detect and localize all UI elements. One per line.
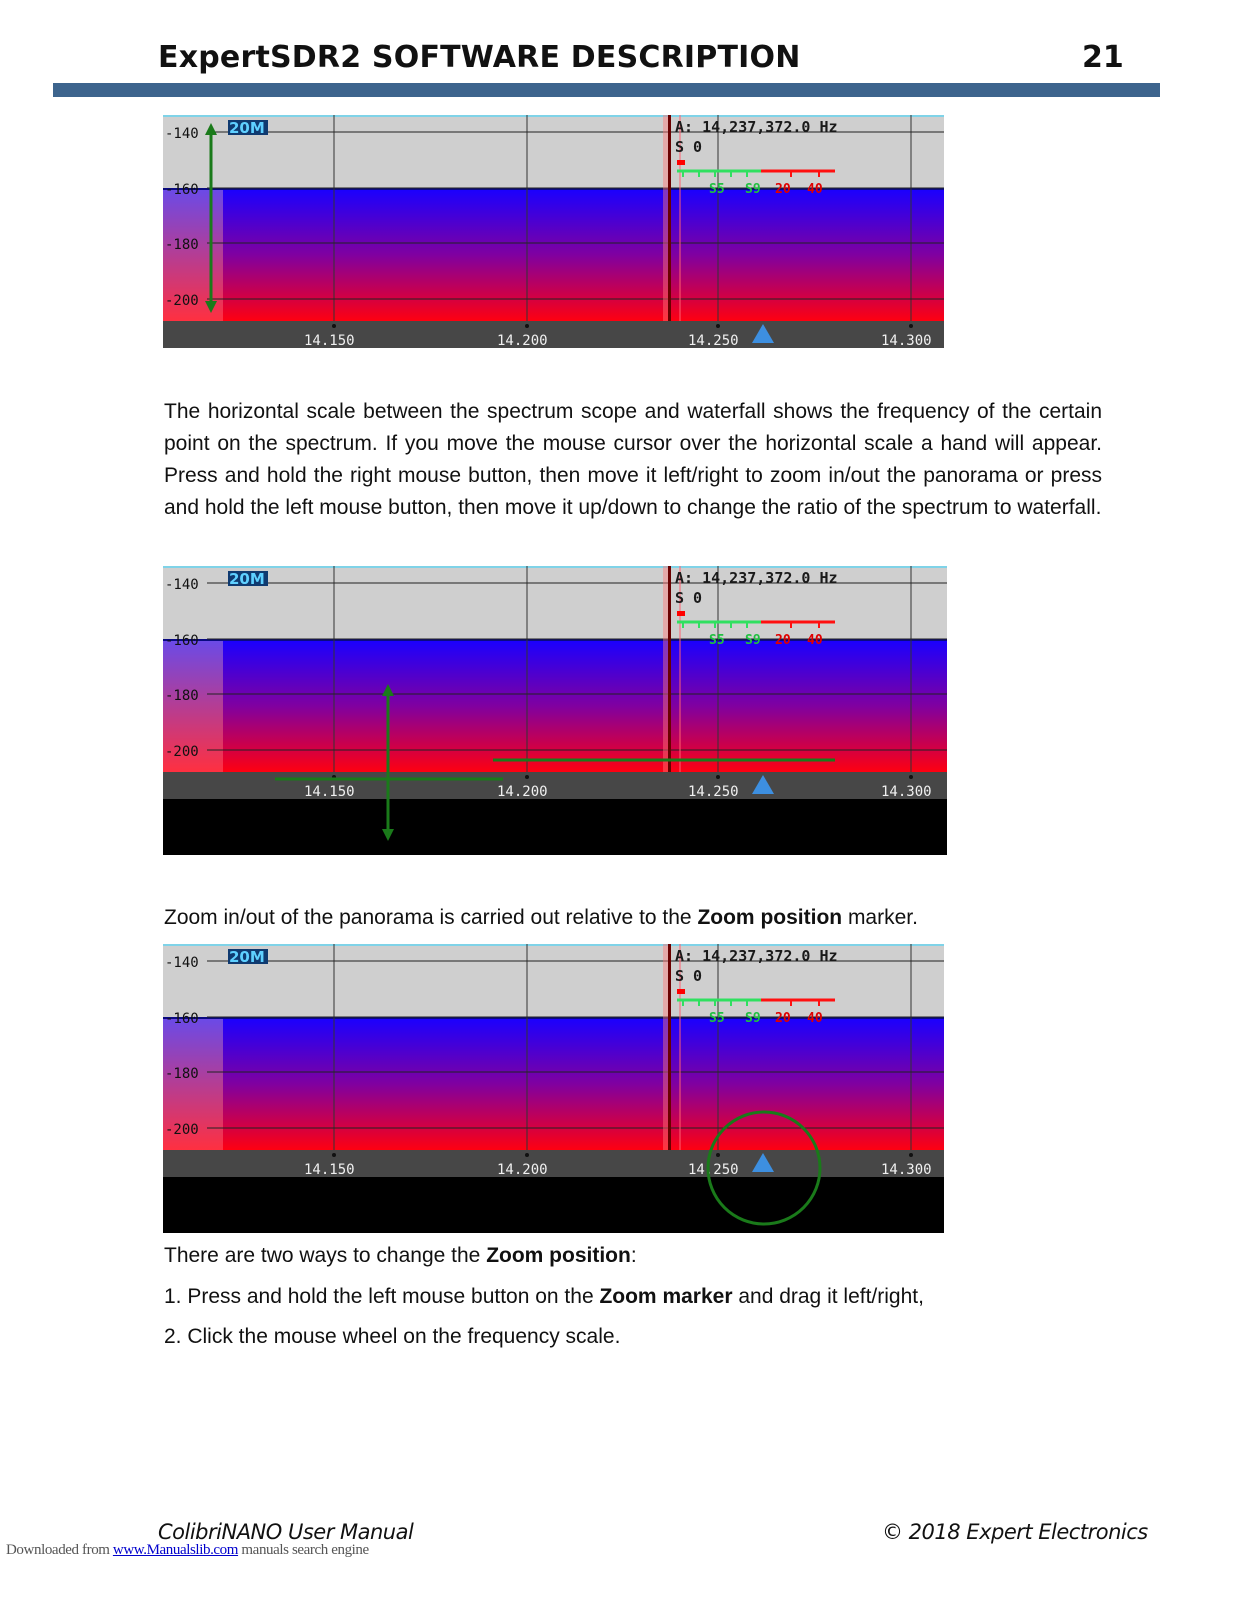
- frequency-tick-label: 14.250: [688, 1162, 739, 1178]
- db-tick-label: -180: [165, 688, 199, 704]
- header-divider: [53, 83, 1160, 97]
- frequency-tick-label: 14.150: [304, 1162, 355, 1178]
- manualslib-link[interactable]: www.Manualslib.com: [112, 1542, 239, 1558]
- waterfall-area: [163, 640, 947, 772]
- page-number: 21: [1082, 40, 1124, 75]
- footer-copyright: © 2018 Expert Electronics: [882, 1520, 1148, 1544]
- frequency-tick-label: 14.300: [881, 333, 932, 348]
- page-header-title: ExpertSDR2 SOFTWARE DESCRIPTION: [158, 40, 801, 75]
- frequency-scale: [163, 1150, 944, 1177]
- s-meter-label: 20: [775, 1011, 791, 1026]
- waterfall-area: [163, 1018, 944, 1150]
- frequency-tick-dot: [525, 324, 529, 328]
- db-tick-label: -200: [165, 293, 199, 309]
- vfo-marker-line: [668, 944, 671, 1150]
- db-tick-label: -160: [165, 1011, 199, 1027]
- frequency-tick-dot: [909, 1153, 913, 1157]
- s-meter-label: 40: [807, 1011, 823, 1026]
- text-segment: Zoom in/out of the panorama is carried out relative to the: [164, 906, 698, 929]
- spectrum-top-line: [163, 115, 944, 117]
- s-meter-label: 20: [775, 182, 791, 197]
- frequency-tick-label: 14.200: [497, 784, 548, 800]
- frequency-tick-dot: [716, 324, 720, 328]
- db-tick-label: -160: [165, 182, 199, 198]
- bold-term: Zoom marker: [599, 1285, 733, 1308]
- paragraph-horizontal-scale: [164, 396, 1102, 524]
- bold-term: Zoom position: [697, 906, 843, 929]
- band-label: 20M: [229, 570, 265, 588]
- vfo-frequency-readout: A: 14,237,372.0 Hz: [675, 118, 838, 136]
- frequency-tick-label: 14.300: [881, 784, 932, 800]
- frequency-tick-label: 14.300: [881, 1162, 932, 1178]
- band-label: 20M: [229, 948, 265, 966]
- frequency-tick-label: 14.150: [304, 784, 355, 800]
- text-segment: 1. Press and hold the left mouse button on the: [164, 1285, 600, 1308]
- s-meter-label: S5: [709, 1011, 725, 1026]
- frequency-scale: [163, 321, 944, 348]
- frequency-tick-dot: [909, 324, 913, 328]
- ways-intro: [164, 1244, 637, 1268]
- s-meter-readout: S 0: [675, 967, 703, 985]
- text-segment: marker.: [842, 906, 918, 929]
- frequency-tick-dot: [716, 775, 720, 779]
- frequency-tick-label: 14.200: [497, 1162, 548, 1178]
- panorama-screenshot-2: [163, 566, 947, 855]
- spectrum-top-line: [163, 944, 944, 946]
- frequency-tick-label: 14.150: [304, 333, 355, 348]
- bold-term: Zoom position: [486, 1244, 631, 1267]
- text-segment: Downloaded from: [6, 1542, 113, 1558]
- frequency-tick-dot: [716, 1153, 720, 1157]
- s-meter-bar: [677, 160, 685, 165]
- db-tick-label: -180: [165, 237, 199, 253]
- panorama-screenshot-3: [163, 944, 944, 1233]
- text-segment: There are two ways to change the: [164, 1244, 487, 1267]
- vfo-marker-line: [668, 115, 671, 321]
- vfo-frequency-readout: A: 14,237,372.0 Hz: [675, 947, 838, 965]
- s-meter-label: 20: [775, 633, 791, 648]
- zoom-description: [164, 906, 918, 930]
- s-meter-label: S9: [745, 182, 761, 197]
- s-meter-label: 40: [807, 633, 823, 648]
- band-label: 20M: [229, 119, 265, 137]
- frequency-scale: [163, 772, 947, 799]
- panorama-screenshot-1: [163, 115, 944, 348]
- db-tick-label: -140: [165, 577, 199, 593]
- s-meter-label: 40: [807, 182, 823, 197]
- db-tick-label: -200: [165, 744, 199, 760]
- s-meter-readout: S 0: [675, 589, 703, 607]
- frequency-tick-dot: [525, 1153, 529, 1157]
- footer-manual-title: ColibriNANO User Manual: [158, 1520, 414, 1544]
- text-segment: and drag it left/right,: [732, 1285, 924, 1308]
- frequency-tick-label: 14.250: [688, 784, 739, 800]
- spectrum-top-line: [163, 566, 947, 568]
- db-tick-label: -180: [165, 1066, 199, 1082]
- s-meter-bar: [677, 989, 685, 994]
- waterfall-area: [163, 189, 944, 321]
- text-segment: :: [630, 1244, 637, 1267]
- s-meter-label: S5: [709, 182, 725, 197]
- db-tick-label: -200: [165, 1122, 199, 1138]
- db-tick-label: -140: [165, 955, 199, 971]
- step-1: [164, 1285, 924, 1309]
- frequency-tick-dot: [909, 775, 913, 779]
- db-tick-label: -140: [165, 126, 199, 142]
- text-segment: manuals search engine: [238, 1542, 369, 1558]
- paragraph-text: The horizontal scale between the spectrum scope and waterfall shows the frequency of the certain point on the spectrum. If you move the mouse cursor over the horizontal scale a hand will appear. Press and hold the right mouse button, then move it left/right to zoom in/out the panorama or press and hold the left mouse button, then move it up/down to change the ratio of the spectrum to waterfall.: [164, 400, 1102, 519]
- s-meter-label: S9: [745, 1011, 761, 1026]
- frequency-tick-label: 14.250: [688, 333, 739, 348]
- frequency-tick-dot: [525, 775, 529, 779]
- s-meter-label: S9: [745, 633, 761, 648]
- s-meter-bar: [677, 611, 685, 616]
- vfo-frequency-readout: A: 14,237,372.0 Hz: [675, 569, 838, 587]
- download-notice: [6, 1542, 369, 1559]
- db-tick-label: -160: [165, 633, 199, 649]
- frequency-tick-dot: [332, 324, 336, 328]
- s-meter-readout: S 0: [675, 138, 703, 156]
- vfo-marker-line: [668, 566, 671, 772]
- frequency-tick-label: 14.200: [497, 333, 548, 348]
- frequency-tick-dot: [332, 1153, 336, 1157]
- s-meter-label: S5: [709, 633, 725, 648]
- step-2: 2. Click the mouse wheel on the frequency scale.: [164, 1325, 621, 1348]
